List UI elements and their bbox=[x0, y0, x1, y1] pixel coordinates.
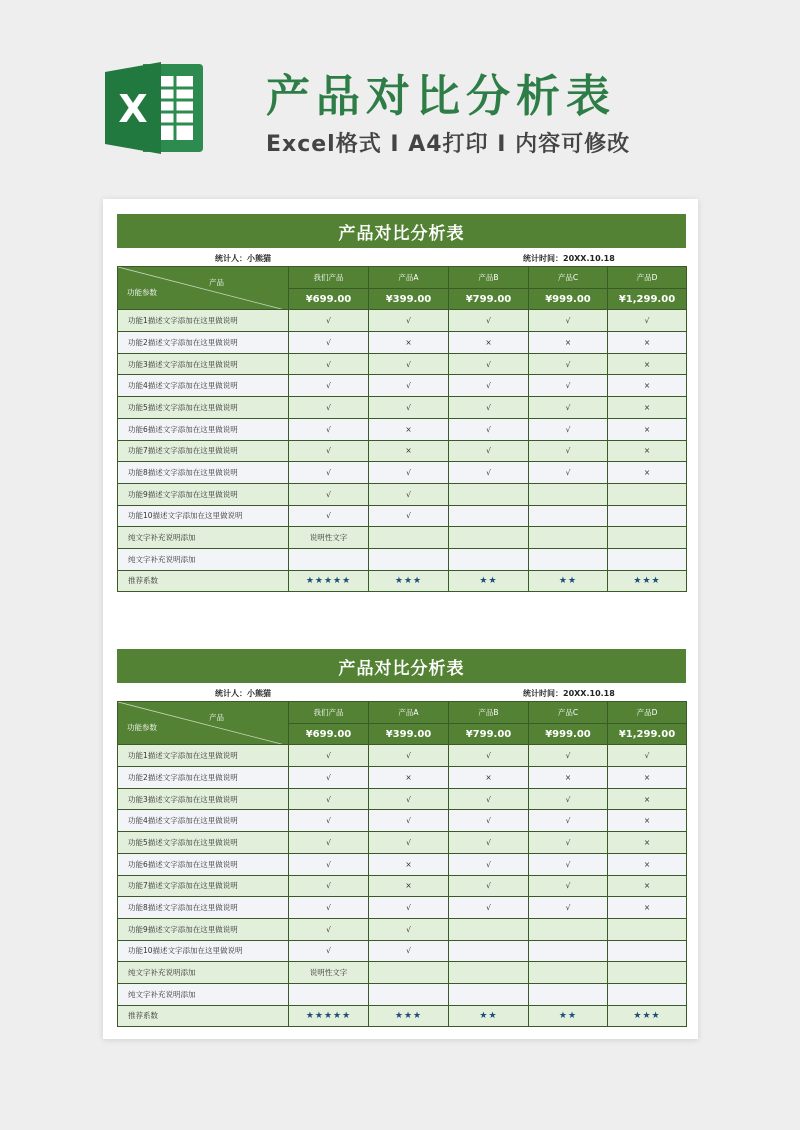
feature-label-cell: 纯文字补充说明添加 bbox=[118, 527, 289, 549]
feature-value-cell: √ bbox=[289, 767, 369, 789]
feature-label-cell: 功能2描述文字添加在这里做说明 bbox=[118, 332, 289, 354]
price-cell: ¥399.00 bbox=[369, 288, 449, 310]
table-row bbox=[118, 983, 687, 1005]
table-row bbox=[118, 527, 687, 549]
product-name-cell: 产品C bbox=[529, 702, 608, 724]
feature-value-cell: √ bbox=[289, 353, 369, 375]
feature-value-cell: × bbox=[369, 853, 449, 875]
comparison-table bbox=[117, 266, 687, 592]
page-header bbox=[0, 0, 800, 190]
feature-value-cell: × bbox=[608, 875, 687, 897]
feature-value-cell: × bbox=[369, 332, 449, 354]
feature-value-cell bbox=[608, 962, 687, 984]
feature-label-cell: 功能9描述文字添加在这里做说明 bbox=[118, 918, 289, 940]
feature-value-cell bbox=[449, 918, 529, 940]
price-cell: ¥1,299.00 bbox=[608, 288, 687, 310]
feature-value-cell: √ bbox=[449, 353, 529, 375]
feature-value-cell: √ bbox=[449, 788, 529, 810]
feature-value-cell: × bbox=[449, 332, 529, 354]
feature-value-cell: × bbox=[608, 810, 687, 832]
feature-value-cell: √ bbox=[529, 853, 608, 875]
feature-value-cell: √ bbox=[369, 505, 449, 527]
feature-value-cell: × bbox=[608, 375, 687, 397]
table-row bbox=[118, 375, 687, 397]
table-row bbox=[118, 1005, 687, 1027]
feature-value-cell: √ bbox=[529, 810, 608, 832]
feature-value-cell: √ bbox=[369, 462, 449, 484]
feature-label-cell: 功能5描述文字添加在这里做说明 bbox=[118, 832, 289, 854]
feature-value-cell: √ bbox=[449, 875, 529, 897]
feature-value-cell: × bbox=[608, 397, 687, 419]
feature-value-cell: × bbox=[369, 418, 449, 440]
feature-value-cell: √ bbox=[369, 918, 449, 940]
feature-value-cell: √ bbox=[369, 940, 449, 962]
feature-value-cell: × bbox=[369, 767, 449, 789]
table-row bbox=[118, 397, 687, 419]
feature-label-cell: 功能6描述文字添加在这里做说明 bbox=[118, 418, 289, 440]
sheet-meta bbox=[117, 683, 686, 701]
feature-value-cell: √ bbox=[529, 375, 608, 397]
table-row bbox=[118, 332, 687, 354]
product-name-cell: 产品C bbox=[529, 267, 608, 289]
feature-value-cell: √ bbox=[449, 853, 529, 875]
feature-label-cell: 功能3描述文字添加在这里做说明 bbox=[118, 788, 289, 810]
feature-label-cell: 功能10描述文字添加在这里做说明 bbox=[118, 505, 289, 527]
table-row bbox=[118, 418, 687, 440]
feature-value-cell bbox=[529, 527, 608, 549]
feature-value-cell bbox=[369, 548, 449, 570]
feature-value-cell: √ bbox=[449, 745, 529, 767]
table-row bbox=[118, 810, 687, 832]
feature-value-cell: √ bbox=[449, 310, 529, 332]
table-row bbox=[118, 875, 687, 897]
feature-value-cell: × bbox=[608, 897, 687, 919]
table-row bbox=[118, 940, 687, 962]
feature-label-cell: 功能4描述文字添加在这里做说明 bbox=[118, 810, 289, 832]
price-cell: ¥699.00 bbox=[289, 723, 369, 745]
feature-value-cell: √ bbox=[289, 375, 369, 397]
table-row bbox=[118, 745, 687, 767]
logo-letter: X bbox=[118, 87, 148, 131]
rating-stars-cell: ★★★ bbox=[608, 570, 687, 592]
feature-value-cell: √ bbox=[529, 745, 608, 767]
sheet-title: 产品对比分析表 bbox=[117, 649, 686, 683]
table-row bbox=[118, 897, 687, 919]
rating-stars-cell: ★★★★★ bbox=[289, 570, 369, 592]
feature-value-cell bbox=[529, 962, 608, 984]
feature-value-cell: √ bbox=[529, 897, 608, 919]
table-row bbox=[118, 505, 687, 527]
feature-value-cell: √ bbox=[289, 832, 369, 854]
feature-label-cell: 纯文字补充说明添加 bbox=[118, 983, 289, 1005]
feature-value-cell: √ bbox=[529, 418, 608, 440]
corner-product-label: 产品 bbox=[209, 713, 224, 722]
feature-value-cell: × bbox=[608, 332, 687, 354]
feature-value-cell: √ bbox=[289, 440, 369, 462]
feature-value-cell bbox=[449, 548, 529, 570]
price-cell: ¥699.00 bbox=[289, 288, 369, 310]
feature-value-cell: √ bbox=[529, 462, 608, 484]
feature-value-cell: √ bbox=[449, 832, 529, 854]
feature-value-cell: × bbox=[608, 418, 687, 440]
feature-value-cell bbox=[608, 548, 687, 570]
feature-value-cell: √ bbox=[289, 745, 369, 767]
product-header-row bbox=[118, 702, 687, 724]
feature-value-cell: √ bbox=[289, 397, 369, 419]
feature-value-cell: √ bbox=[289, 418, 369, 440]
feature-value-cell: × bbox=[529, 332, 608, 354]
feature-value-cell: × bbox=[529, 767, 608, 789]
feature-label-cell: 功能3描述文字添加在这里做说明 bbox=[118, 353, 289, 375]
feature-value-cell bbox=[369, 983, 449, 1005]
feature-value-cell: √ bbox=[449, 462, 529, 484]
feature-label-cell: 功能6描述文字添加在这里做说明 bbox=[118, 853, 289, 875]
feature-value-cell: √ bbox=[289, 483, 369, 505]
feature-value-cell: √ bbox=[529, 310, 608, 332]
feature-value-cell: √ bbox=[608, 310, 687, 332]
table-row bbox=[118, 440, 687, 462]
feature-value-cell bbox=[529, 483, 608, 505]
feature-label-cell: 功能5描述文字添加在这里做说明 bbox=[118, 397, 289, 419]
rating-stars-cell: ★★★★★ bbox=[289, 1005, 369, 1027]
feature-value-cell: 说明性文字 bbox=[289, 962, 369, 984]
table-row bbox=[118, 767, 687, 789]
price-cell: ¥999.00 bbox=[529, 288, 608, 310]
feature-value-cell: √ bbox=[289, 875, 369, 897]
feature-value-cell: √ bbox=[369, 897, 449, 919]
feature-value-cell: √ bbox=[289, 332, 369, 354]
rating-stars-cell: ★★★ bbox=[369, 570, 449, 592]
product-name-cell: 产品A bbox=[369, 267, 449, 289]
feature-value-cell: √ bbox=[289, 505, 369, 527]
corner-product-label: 产品 bbox=[209, 278, 224, 287]
feature-label-cell: 功能8描述文字添加在这里做说明 bbox=[118, 462, 289, 484]
sheet-title: 产品对比分析表 bbox=[117, 214, 686, 248]
feature-value-cell: √ bbox=[289, 918, 369, 940]
table-row bbox=[118, 462, 687, 484]
feature-label-cell: 推荐系数 bbox=[118, 1005, 289, 1027]
product-name-cell: 我们产品 bbox=[289, 702, 369, 724]
feature-value-cell: × bbox=[608, 832, 687, 854]
feature-value-cell: √ bbox=[369, 832, 449, 854]
feature-value-cell bbox=[608, 918, 687, 940]
feature-label-cell: 功能10描述文字添加在这里做说明 bbox=[118, 940, 289, 962]
product-name-cell: 产品D bbox=[608, 702, 687, 724]
feature-value-cell: √ bbox=[449, 810, 529, 832]
feature-value-cell bbox=[529, 983, 608, 1005]
feature-value-cell: × bbox=[608, 788, 687, 810]
feature-value-cell: × bbox=[608, 353, 687, 375]
feature-value-cell: √ bbox=[449, 440, 529, 462]
corner-header-cell bbox=[118, 702, 289, 745]
feature-value-cell: √ bbox=[369, 483, 449, 505]
feature-value-cell: √ bbox=[529, 832, 608, 854]
stat-time: 统计时间：20XX.10.18 bbox=[523, 254, 615, 263]
feature-value-cell: × bbox=[449, 767, 529, 789]
feature-value-cell: √ bbox=[369, 745, 449, 767]
feature-value-cell bbox=[449, 962, 529, 984]
feature-label-cell: 功能2描述文字添加在这里做说明 bbox=[118, 767, 289, 789]
feature-label-cell: 功能4描述文字添加在这里做说明 bbox=[118, 375, 289, 397]
feature-label-cell: 功能7描述文字添加在这里做说明 bbox=[118, 440, 289, 462]
feature-value-cell bbox=[608, 505, 687, 527]
feature-value-cell: 说明性文字 bbox=[289, 527, 369, 549]
table-row bbox=[118, 788, 687, 810]
feature-value-cell bbox=[289, 983, 369, 1005]
feature-value-cell: × bbox=[608, 853, 687, 875]
feature-value-cell: √ bbox=[289, 897, 369, 919]
feature-value-cell bbox=[608, 940, 687, 962]
price-cell: ¥999.00 bbox=[529, 723, 608, 745]
product-header-row bbox=[118, 267, 687, 289]
feature-value-cell: √ bbox=[289, 788, 369, 810]
product-name-cell: 产品B bbox=[449, 267, 529, 289]
feature-value-cell: √ bbox=[369, 353, 449, 375]
table-row bbox=[118, 310, 687, 332]
feature-value-cell: √ bbox=[529, 397, 608, 419]
stat-person: 统计人：小熊猫 bbox=[215, 254, 271, 263]
comparison-table bbox=[117, 701, 687, 1027]
feature-value-cell: √ bbox=[369, 375, 449, 397]
feature-value-cell bbox=[608, 983, 687, 1005]
feature-value-cell bbox=[608, 527, 687, 549]
product-name-cell: 产品B bbox=[449, 702, 529, 724]
feature-value-cell: √ bbox=[449, 375, 529, 397]
feature-value-cell: √ bbox=[449, 397, 529, 419]
table-row bbox=[118, 548, 687, 570]
comparison-sheet-1 bbox=[117, 214, 686, 592]
feature-value-cell: √ bbox=[289, 940, 369, 962]
rating-stars-cell: ★★ bbox=[529, 570, 608, 592]
feature-value-cell bbox=[289, 548, 369, 570]
feature-value-cell bbox=[449, 940, 529, 962]
price-cell: ¥1,299.00 bbox=[608, 723, 687, 745]
feature-value-cell bbox=[449, 505, 529, 527]
feature-label-cell: 功能7描述文字添加在这里做说明 bbox=[118, 875, 289, 897]
price-cell: ¥799.00 bbox=[449, 723, 529, 745]
feature-value-cell: √ bbox=[289, 462, 369, 484]
rating-stars-cell: ★★ bbox=[529, 1005, 608, 1027]
feature-value-cell bbox=[449, 483, 529, 505]
feature-label-cell: 功能9描述文字添加在这里做说明 bbox=[118, 483, 289, 505]
stat-time: 统计时间：20XX.10.18 bbox=[523, 689, 615, 698]
feature-value-cell: √ bbox=[289, 853, 369, 875]
feature-value-cell: √ bbox=[608, 745, 687, 767]
feature-value-cell: × bbox=[608, 767, 687, 789]
excel-logo-icon bbox=[103, 58, 207, 158]
feature-value-cell: √ bbox=[449, 418, 529, 440]
product-name-cell: 产品A bbox=[369, 702, 449, 724]
feature-value-cell: √ bbox=[529, 440, 608, 462]
table-row bbox=[118, 483, 687, 505]
feature-label-cell: 功能1描述文字添加在这里做说明 bbox=[118, 310, 289, 332]
feature-value-cell: √ bbox=[369, 397, 449, 419]
table-row bbox=[118, 918, 687, 940]
corner-feature-label: 功能参数 bbox=[127, 288, 157, 298]
rating-stars-cell: ★★★ bbox=[369, 1005, 449, 1027]
rating-stars-cell: ★★ bbox=[449, 570, 529, 592]
feature-value-cell: √ bbox=[289, 810, 369, 832]
feature-value-cell bbox=[529, 918, 608, 940]
feature-value-cell bbox=[449, 527, 529, 549]
feature-value-cell bbox=[369, 962, 449, 984]
table-row bbox=[118, 962, 687, 984]
feature-value-cell bbox=[529, 548, 608, 570]
feature-value-cell: √ bbox=[289, 310, 369, 332]
table-row bbox=[118, 832, 687, 854]
table-row bbox=[118, 353, 687, 375]
feature-value-cell: √ bbox=[529, 875, 608, 897]
feature-value-cell bbox=[608, 483, 687, 505]
feature-value-cell: √ bbox=[369, 310, 449, 332]
rating-stars-cell: ★★ bbox=[449, 1005, 529, 1027]
feature-value-cell: × bbox=[369, 440, 449, 462]
feature-value-cell: × bbox=[608, 462, 687, 484]
sheet-meta bbox=[117, 248, 686, 266]
price-cell: ¥799.00 bbox=[449, 288, 529, 310]
feature-label-cell: 功能1描述文字添加在这里做说明 bbox=[118, 745, 289, 767]
table-row bbox=[118, 853, 687, 875]
feature-label-cell: 推荐系数 bbox=[118, 570, 289, 592]
table-row bbox=[118, 570, 687, 592]
feature-value-cell: × bbox=[608, 440, 687, 462]
feature-value-cell: √ bbox=[529, 353, 608, 375]
feature-value-cell: √ bbox=[369, 810, 449, 832]
feature-value-cell bbox=[529, 505, 608, 527]
feature-label-cell: 纯文字补充说明添加 bbox=[118, 548, 289, 570]
feature-value-cell bbox=[369, 527, 449, 549]
stat-person: 统计人：小熊猫 bbox=[215, 689, 271, 698]
feature-value-cell: √ bbox=[369, 788, 449, 810]
feature-label-cell: 纯文字补充说明添加 bbox=[118, 962, 289, 984]
comparison-sheet-2 bbox=[117, 649, 686, 1027]
rating-stars-cell: ★★★ bbox=[608, 1005, 687, 1027]
feature-value-cell: √ bbox=[529, 788, 608, 810]
product-name-cell: 我们产品 bbox=[289, 267, 369, 289]
feature-value-cell: × bbox=[369, 875, 449, 897]
feature-value-cell bbox=[529, 940, 608, 962]
corner-feature-label: 功能参数 bbox=[127, 723, 157, 733]
subtitle: Excel格式 I A4打印 I 内容可修改 bbox=[266, 132, 631, 157]
feature-value-cell bbox=[449, 983, 529, 1005]
price-cell: ¥399.00 bbox=[369, 723, 449, 745]
corner-header-cell bbox=[118, 267, 289, 310]
product-name-cell: 产品D bbox=[608, 267, 687, 289]
feature-label-cell: 功能8描述文字添加在这里做说明 bbox=[118, 897, 289, 919]
feature-value-cell: √ bbox=[449, 897, 529, 919]
main-title: 产品对比分析表 bbox=[266, 71, 616, 122]
